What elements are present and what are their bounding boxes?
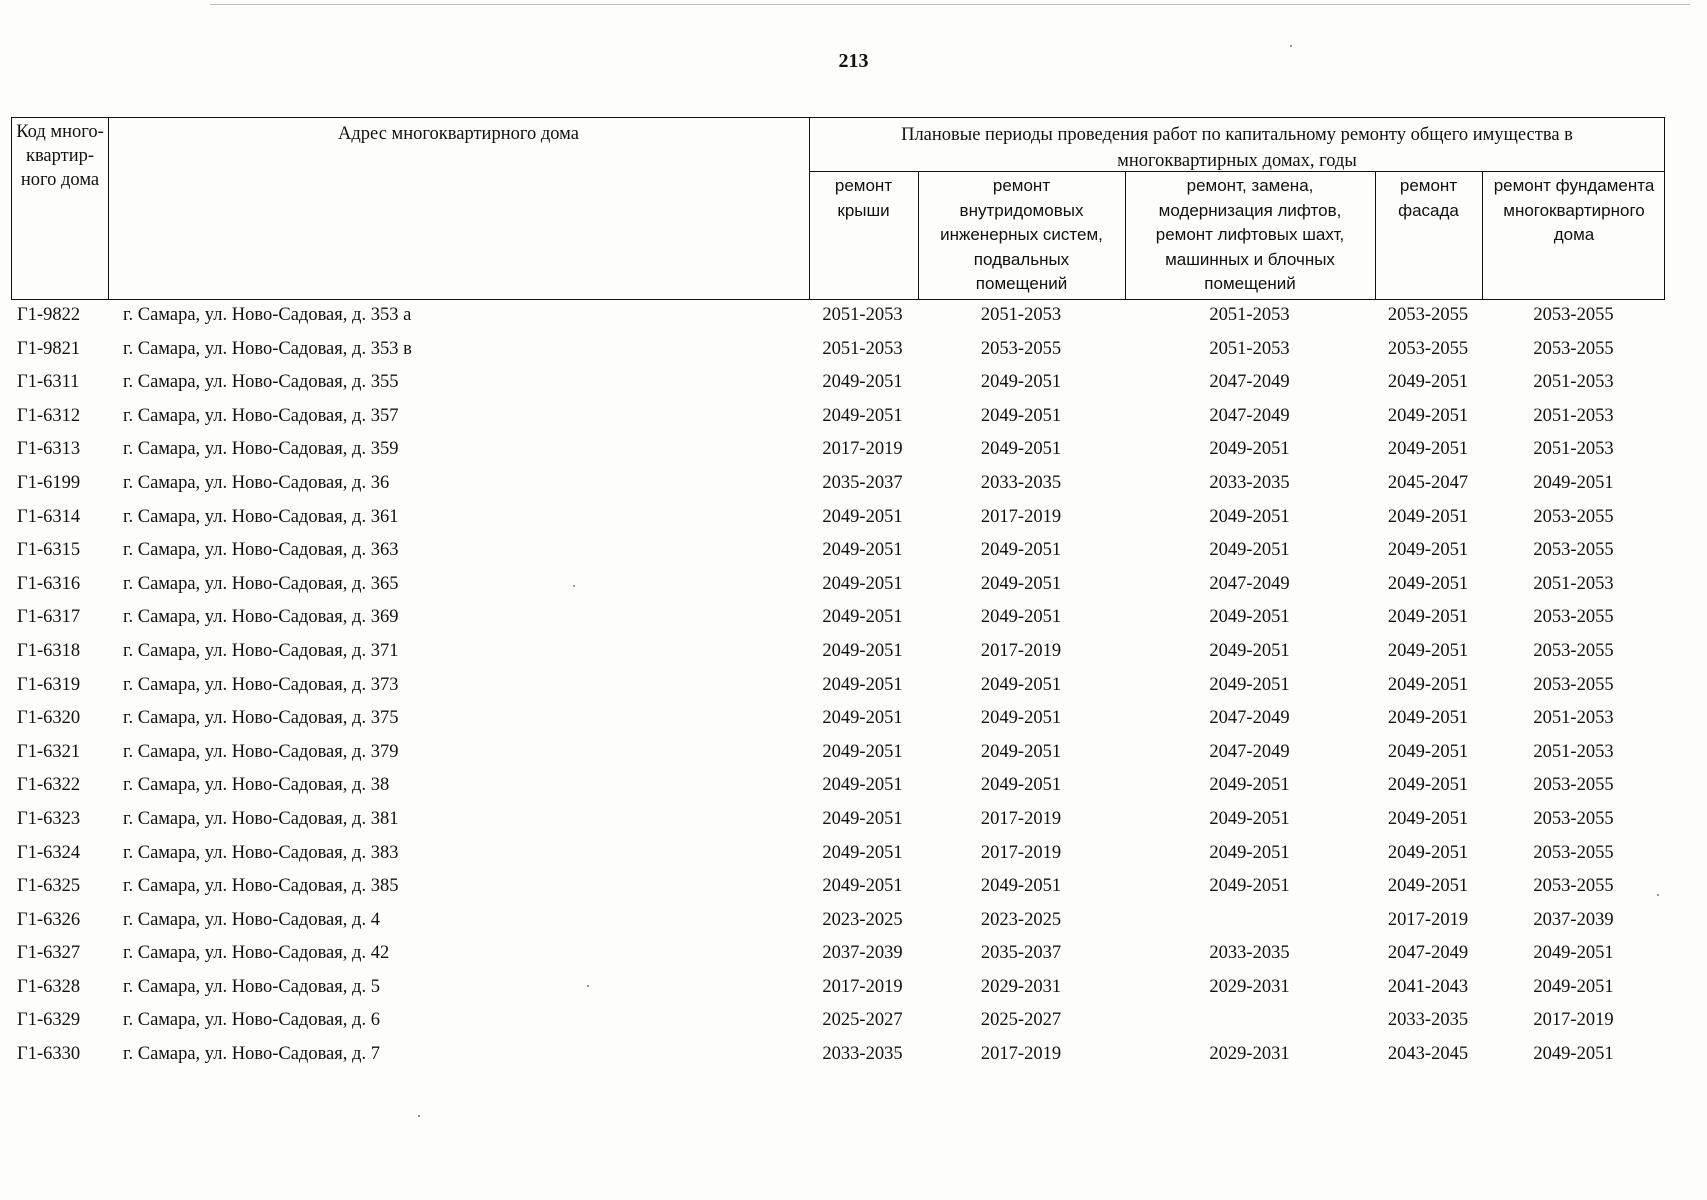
cell-lifts: 2029-2031 (1209, 1044, 1290, 1065)
cell-internal-systems: 2049-2051 (980, 372, 1062, 393)
cell-facade: 2049-2051 (1387, 405, 1469, 426)
cell-facade: 2049-2051 (1387, 775, 1469, 796)
cell-facade: 2049-2051 (1387, 808, 1469, 829)
cell-roof: 2049-2051 (822, 372, 903, 393)
cell-internal-systems: 2049-2051 (980, 607, 1062, 628)
cell-internal-systems: 2049-2051 (980, 573, 1062, 594)
cell-internal-systems: 2017-2019 (980, 842, 1062, 863)
scan-top-rule (210, 4, 1690, 5)
table-header (11, 117, 1665, 300)
cell-address: г. Самара, ул. Ново-Садовая, д. 363 (123, 540, 399, 561)
cell-code: Г1-6314 (17, 506, 81, 527)
cell-roof: 2051-2053 (822, 338, 903, 359)
cell-foundation: 2053-2055 (1533, 540, 1614, 561)
header-address: Адрес многоквартирного дома (338, 124, 579, 144)
cell-roof: 2049-2051 (822, 876, 903, 897)
cell-internal-systems: 2049-2051 (980, 674, 1062, 695)
cell-address: г. Самара, ул. Ново-Садовая, д. 38 (123, 775, 390, 796)
cell-address: г. Самара, ул. Ново-Садовая, д. 353 а (123, 305, 412, 325)
page-number: 213 (838, 50, 869, 72)
cell-facade: 2053-2055 (1387, 305, 1469, 325)
cell-address: г. Самара, ул. Ново-Садовая, д. 383 (123, 842, 399, 863)
cell-facade: 2049-2051 (1387, 540, 1469, 561)
cell-foundation: 2053-2055 (1533, 338, 1614, 359)
cell-facade: 2049-2051 (1387, 708, 1469, 729)
cell-lifts: 2049-2051 (1209, 775, 1290, 796)
table-row (11, 974, 1665, 1008)
table-row (11, 873, 1665, 907)
cell-facade: 2047-2049 (1387, 943, 1469, 964)
cell-roof: 2049-2051 (822, 573, 903, 594)
cell-lifts: 2049-2051 (1209, 674, 1290, 695)
header-roof: ремонт крыши (834, 176, 893, 220)
cell-address: г. Самара, ул. Ново-Садовая, д. 381 (123, 808, 399, 829)
cell-internal-systems: 2049-2051 (980, 405, 1062, 426)
cell-internal-systems: 2049-2051 (980, 775, 1062, 796)
cell-facade: 2049-2051 (1387, 439, 1469, 460)
cell-code: Г1-9822 (17, 305, 81, 325)
cell-lifts: 2051-2053 (1209, 305, 1290, 325)
cell-foundation: 2053-2055 (1533, 842, 1614, 863)
cell-lifts: 2047-2049 (1209, 372, 1290, 393)
cell-lifts: 2047-2049 (1209, 405, 1290, 426)
cell-internal-systems: 2051-2053 (980, 305, 1062, 325)
cell-code: Г1-6325 (17, 876, 81, 897)
cell-code: Г1-6327 (17, 943, 81, 964)
cell-code: Г1-6315 (17, 540, 81, 561)
cell-lifts: 2049-2051 (1209, 607, 1290, 628)
table-row (11, 806, 1665, 840)
cell-facade: 2049-2051 (1387, 640, 1469, 661)
table-row (11, 638, 1665, 672)
cell-code: Г1-6329 (17, 1010, 81, 1031)
cell-foundation: 2053-2055 (1533, 506, 1614, 527)
cell-facade: 2043-2045 (1387, 1044, 1469, 1065)
table-row (11, 537, 1665, 571)
cell-address: г. Самара, ул. Ново-Садовая, д. 7 (123, 1044, 380, 1065)
cell-lifts: 2033-2035 (1209, 472, 1290, 493)
cell-address: г. Самара, ул. Ново-Садовая, д. 373 (123, 674, 399, 695)
cell-lifts: 2049-2051 (1209, 439, 1290, 460)
cell-foundation: 2017-2019 (1533, 1010, 1614, 1031)
cell-lifts: 2049-2051 (1209, 808, 1290, 829)
table-row (11, 1007, 1665, 1041)
cell-facade: 2049-2051 (1387, 876, 1469, 897)
cell-foundation: 2053-2055 (1533, 876, 1614, 897)
cell-facade: 2049-2051 (1387, 573, 1469, 594)
table-row (11, 504, 1665, 538)
cell-facade: 2049-2051 (1387, 842, 1469, 863)
table-row (11, 705, 1665, 739)
cell-foundation: 2049-2051 (1533, 943, 1614, 964)
cell-roof: 2051-2053 (822, 305, 903, 325)
cell-code: Г1-6330 (17, 1044, 81, 1065)
cell-address: г. Самара, ул. Ново-Садовая, д. 359 (123, 439, 399, 460)
cell-code: Г1-9821 (17, 338, 81, 359)
cell-roof: 2049-2051 (822, 842, 903, 863)
cell-lifts: 2051-2053 (1209, 338, 1290, 359)
cell-code: Г1-6316 (17, 573, 81, 594)
cell-roof: 2017-2019 (822, 976, 903, 997)
cell-foundation: 2051-2053 (1533, 439, 1614, 460)
cell-foundation: 2053-2055 (1533, 674, 1614, 695)
cell-lifts: 2049-2051 (1209, 842, 1290, 863)
scan-speck (573, 585, 575, 587)
cell-facade: 2049-2051 (1387, 674, 1469, 695)
cell-roof: 2017-2019 (822, 439, 903, 460)
cell-facade: 2049-2051 (1387, 372, 1469, 393)
cell-code: Г1-6320 (17, 708, 81, 729)
scan-speck (1657, 894, 1659, 896)
cell-foundation: 2049-2051 (1533, 976, 1614, 997)
cell-code: Г1-6311 (17, 372, 80, 393)
cell-facade: 2041-2043 (1387, 976, 1469, 997)
cell-address: г. Самара, ул. Ново-Садовая, д. 379 (123, 741, 399, 762)
table-row (11, 336, 1665, 370)
cell-facade: 2049-2051 (1387, 741, 1469, 762)
cell-code: Г1-6323 (17, 808, 81, 829)
header-internal-systems: ремонт внутридомовых инженерных систем, подвальных помещений (940, 176, 1103, 293)
cell-foundation: 2049-2051 (1533, 1044, 1614, 1065)
cell-facade: 2049-2051 (1387, 607, 1469, 628)
cell-address: г. Самара, ул. Ново-Садовая, д. 369 (123, 607, 399, 628)
cell-foundation: 2053-2055 (1533, 775, 1614, 796)
table-row (11, 1041, 1665, 1075)
cell-lifts: 2029-2031 (1209, 976, 1290, 997)
cell-foundation: 2051-2053 (1533, 708, 1614, 729)
table-row (11, 604, 1665, 638)
cell-internal-systems: 2049-2051 (980, 741, 1062, 762)
table-row (11, 571, 1665, 605)
cell-facade: 2045-2047 (1387, 472, 1469, 493)
cell-foundation: 2053-2055 (1533, 640, 1614, 661)
cell-internal-systems: 2053-2055 (980, 338, 1062, 359)
cell-address: г. Самара, ул. Ново-Садовая, д. 6 (123, 1010, 380, 1031)
cell-internal-systems: 2023-2025 (980, 909, 1062, 930)
cell-roof: 2049-2051 (822, 674, 903, 695)
cell-internal-systems: 2017-2019 (980, 1044, 1062, 1065)
cell-lifts: 2047-2049 (1209, 741, 1290, 762)
cell-internal-systems: 2017-2019 (980, 640, 1062, 661)
header-code: Код много- квартир- ного дома (16, 122, 104, 190)
header-foundation: ремонт фундамента многоквартирного дома (1493, 176, 1655, 244)
cell-lifts: 2049-2051 (1209, 506, 1290, 527)
cell-code: Г1-6326 (17, 909, 81, 930)
cell-roof: 2023-2025 (822, 909, 903, 930)
cell-code: Г1-6318 (17, 640, 81, 661)
header-periods-group: Плановые периоды проведения работ по капитальному ремонту общего имущества в многоквартирных домах, годы (901, 125, 1573, 171)
cell-foundation: 2051-2053 (1533, 573, 1614, 594)
cell-address: г. Самара, ул. Ново-Садовая, д. 36 (123, 472, 390, 493)
cell-address: г. Самара, ул. Ново-Садовая, д. 357 (123, 405, 399, 426)
cell-address: г. Самара, ул. Ново-Садовая, д. 42 (123, 943, 390, 964)
cell-internal-systems: 2017-2019 (980, 506, 1062, 527)
cell-address: г. Самара, ул. Ново-Садовая, д. 353 в (123, 338, 412, 359)
cell-code: Г1-6319 (17, 674, 81, 695)
cell-foundation: 2053-2055 (1533, 607, 1614, 628)
cell-internal-systems: 2049-2051 (980, 439, 1062, 460)
cell-roof: 2049-2051 (822, 607, 903, 628)
cell-internal-systems: 2049-2051 (980, 876, 1062, 897)
scan-speck (587, 985, 589, 987)
cell-address: г. Самара, ул. Ново-Садовая, д. 5 (123, 976, 380, 997)
cell-roof: 2037-2039 (822, 943, 903, 964)
cell-address: г. Самара, ул. Ново-Садовая, д. 365 (123, 573, 399, 594)
table-row (11, 772, 1665, 806)
header-lifts: ремонт, замена, модернизация лифтов, ремонт лифтовых шахт, машинных и блочных помещений (1155, 176, 1345, 293)
cell-internal-systems: 2029-2031 (980, 976, 1062, 997)
cell-foundation: 2053-2055 (1533, 305, 1614, 325)
cell-roof: 2035-2037 (822, 472, 903, 493)
cell-roof: 2049-2051 (822, 540, 903, 561)
cell-facade: 2017-2019 (1387, 909, 1469, 930)
scan-speck (1290, 45, 1292, 47)
cell-lifts: 2047-2049 (1209, 708, 1290, 729)
cell-roof: 2025-2027 (822, 1010, 903, 1031)
cell-code: Г1-6322 (17, 775, 81, 796)
cell-internal-systems: 2049-2051 (980, 540, 1062, 561)
table-row (11, 907, 1665, 941)
table-body (11, 302, 1665, 1075)
cell-roof: 2049-2051 (822, 405, 903, 426)
cell-foundation: 2051-2053 (1533, 405, 1614, 426)
cell-lifts: 2033-2035 (1209, 943, 1290, 964)
cell-foundation: 2051-2053 (1533, 372, 1614, 393)
cell-address: г. Самара, ул. Ново-Садовая, д. 4 (123, 909, 380, 930)
cell-facade: 2053-2055 (1387, 338, 1469, 359)
cell-code: Г1-6324 (17, 842, 81, 863)
cell-address: г. Самара, ул. Ново-Садовая, д. 355 (123, 372, 399, 393)
cell-roof: 2049-2051 (822, 640, 903, 661)
scan-speck (418, 1115, 420, 1117)
cell-lifts: 2049-2051 (1209, 540, 1290, 561)
table-row (11, 840, 1665, 874)
cell-foundation: 2049-2051 (1533, 472, 1614, 493)
cell-code: Г1-6313 (17, 439, 81, 460)
cell-code: Г1-6328 (17, 976, 81, 997)
table-row (11, 302, 1665, 336)
table-row (11, 940, 1665, 974)
cell-foundation: 2051-2053 (1533, 741, 1614, 762)
table-row (11, 436, 1665, 470)
table-row (11, 369, 1665, 403)
table-row (11, 470, 1665, 504)
cell-roof: 2049-2051 (822, 775, 903, 796)
cell-foundation: 2053-2055 (1533, 808, 1614, 829)
cell-lifts: 2047-2049 (1209, 573, 1290, 594)
cell-internal-systems: 2033-2035 (980, 472, 1062, 493)
cell-address: г. Самара, ул. Ново-Садовая, д. 385 (123, 876, 399, 897)
cell-roof: 2049-2051 (822, 808, 903, 829)
cell-code: Г1-6317 (17, 607, 81, 628)
table-row (11, 403, 1665, 437)
cell-roof: 2049-2051 (822, 741, 903, 762)
cell-code: Г1-6312 (17, 405, 81, 426)
cell-roof: 2049-2051 (822, 708, 903, 729)
cell-address: г. Самара, ул. Ново-Садовая, д. 371 (123, 640, 399, 661)
cell-lifts: 2049-2051 (1209, 876, 1290, 897)
cell-address: г. Самара, ул. Ново-Садовая, д. 361 (123, 506, 399, 527)
cell-code: Г1-6199 (17, 472, 81, 493)
cell-roof: 2049-2051 (822, 506, 903, 527)
header-facade: ремонт фасада (1398, 176, 1459, 220)
cell-internal-systems: 2025-2027 (980, 1010, 1062, 1031)
cell-code: Г1-6321 (17, 741, 81, 762)
cell-facade: 2033-2035 (1387, 1010, 1469, 1031)
cell-lifts: 2049-2051 (1209, 640, 1290, 661)
cell-address: г. Самара, ул. Ново-Садовая, д. 375 (123, 708, 399, 729)
cell-internal-systems: 2035-2037 (980, 943, 1062, 964)
cell-roof: 2033-2035 (822, 1044, 903, 1065)
table-row (11, 672, 1665, 706)
cell-internal-systems: 2017-2019 (980, 808, 1062, 829)
cell-internal-systems: 2049-2051 (980, 708, 1062, 729)
cell-foundation: 2037-2039 (1533, 909, 1614, 930)
cell-facade: 2049-2051 (1387, 506, 1469, 527)
table-row (11, 739, 1665, 773)
